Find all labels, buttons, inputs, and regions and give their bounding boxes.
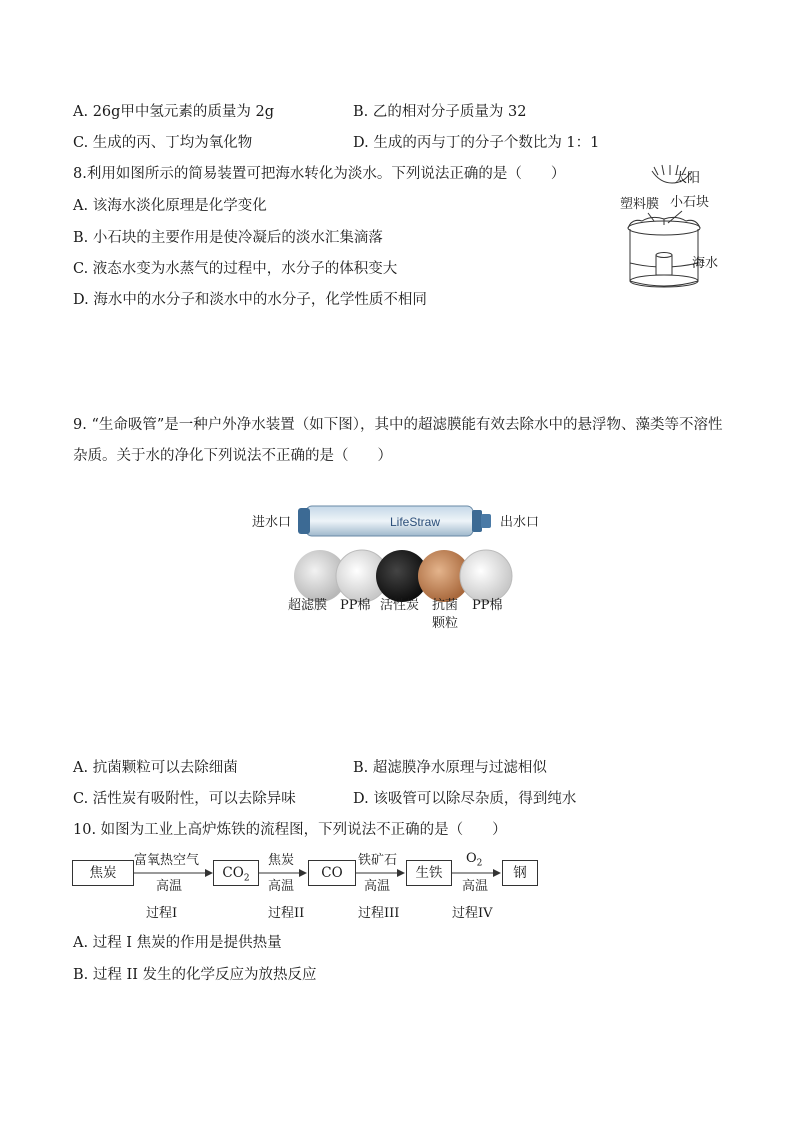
q9-stem-line1: 9. “生命吸管”是一种户外净水装置（如下图），其中的超滤膜能有效去除水中的悬浮物、藻类等不溶性 [73,417,723,433]
q10-blast-furnace-flowchart [72,848,542,928]
q8-fig-seawater-label: 海水 [692,256,719,271]
q10-option-b: B. 过程 II 发生的化学反应为放热反应 [73,967,317,983]
q9-fig-outlet-label: 出水口 [500,515,540,530]
q9-fig-layer-5: PP棉 [472,598,503,613]
flow-arrow4-oxygen-subscript: 2 [476,858,483,869]
q7-option-d: D. 生成的丙与丁的分子个数比为 1：1 [353,135,600,151]
q9-fig-layer-4-line2: 颗粒 [432,616,459,631]
flow-arrow3-condition-bottom: 高温 [364,879,391,894]
flow-box-co2 [213,860,259,886]
q9-option-b: B. 超滤膜净水原理与过滤相似 [353,760,547,776]
q9-fig-inlet-label: 进水口 [252,515,292,530]
q9-option-d: D. 该吸管可以除尽杂质，得到纯水 [353,791,577,807]
q9-fig-layer-3: 活性炭 [380,598,420,613]
flow-box-co: CO [308,860,356,886]
flow-arrow4-oxygen: O [466,851,477,866]
lifestraw-brand-text: LifeStraw [390,515,441,529]
q7-option-c: C. 生成的丙、丁均为氧化物 [73,135,253,151]
flow-box-pig-iron: 生铁 [406,860,452,886]
q9-fig-layer-4: 抗菌 [432,598,459,613]
q9-option-c: C. 活性炭有吸附性，可以去除异味 [73,791,296,807]
q9-fig-layer-1: 超滤膜 [288,598,328,613]
solar-still-diagram [612,163,732,298]
q9-option-a: A. 抗菌颗粒可以去除细菌 [73,760,238,776]
q8-fig-film-label: 塑料膜 [620,197,660,212]
flow-arrow4-condition-bottom: 高温 [462,879,489,894]
q9-stem-line2: 杂质。关于水的净化下列说法不正确的是（ ） [73,448,392,464]
q9-lifestraw-figure [250,500,550,635]
q8-option-b: B. 小石块的主要作用是使冷凝后的淡水汇集滴落 [73,230,383,246]
flow-step-3-label: 过程III [358,906,400,921]
flow-step-1-label: 过程I [146,906,178,921]
flow-step-2-label: 过程II [268,906,305,921]
q7-option-a: A. 26g甲中氢元素的质量为 2g [73,104,275,120]
q8-fig-stone-label: 小石块 [670,195,710,210]
flow-arrow4-condition-top [466,849,482,874]
flow-step-4-label: 过程IV [452,906,493,921]
flow-box-co2-subscript: 2 [243,873,250,884]
flow-arrow2-condition-top: 焦炭 [268,853,295,868]
flow-box-co2-formula: CO [222,865,244,881]
flow-box-coke: 焦炭 [72,860,134,886]
flow-box-steel: 钢 [502,860,538,886]
q8-fig-sun-label: 太阳 [674,171,701,186]
q8-option-d: D. 海水中的水分子和淡水中的水分子，化学性质不相同 [73,292,427,308]
q9-fig-layer-2: PP棉 [340,598,371,613]
q8-option-c: C. 液态水变为水蒸气的过程中，水分子的体积变大 [73,261,398,277]
flow-arrow1-condition-top: 富氧热空气 [134,853,200,868]
flow-arrow2-condition-bottom: 高温 [268,879,295,894]
q8-stem: 8.利用如图所示的简易装置可把海水转化为淡水。下列说法正确的是（ ） [73,166,566,182]
q8-option-a: A. 该海水淡化原理是化学变化 [73,198,267,214]
flow-arrow1-condition-bottom: 高温 [156,879,183,894]
flow-arrow3-condition-top: 铁矿石 [358,853,398,868]
q8-solar-still-figure [612,163,732,298]
q10-stem: 10. 如图为工业上高炉炼铁的流程图，下列说法不正确的是（ ） [73,822,507,838]
q7-option-b: B. 乙的相对分子质量为 32 [353,104,527,120]
q10-option-a: A. 过程 I 焦炭的作用是提供热量 [73,935,282,951]
